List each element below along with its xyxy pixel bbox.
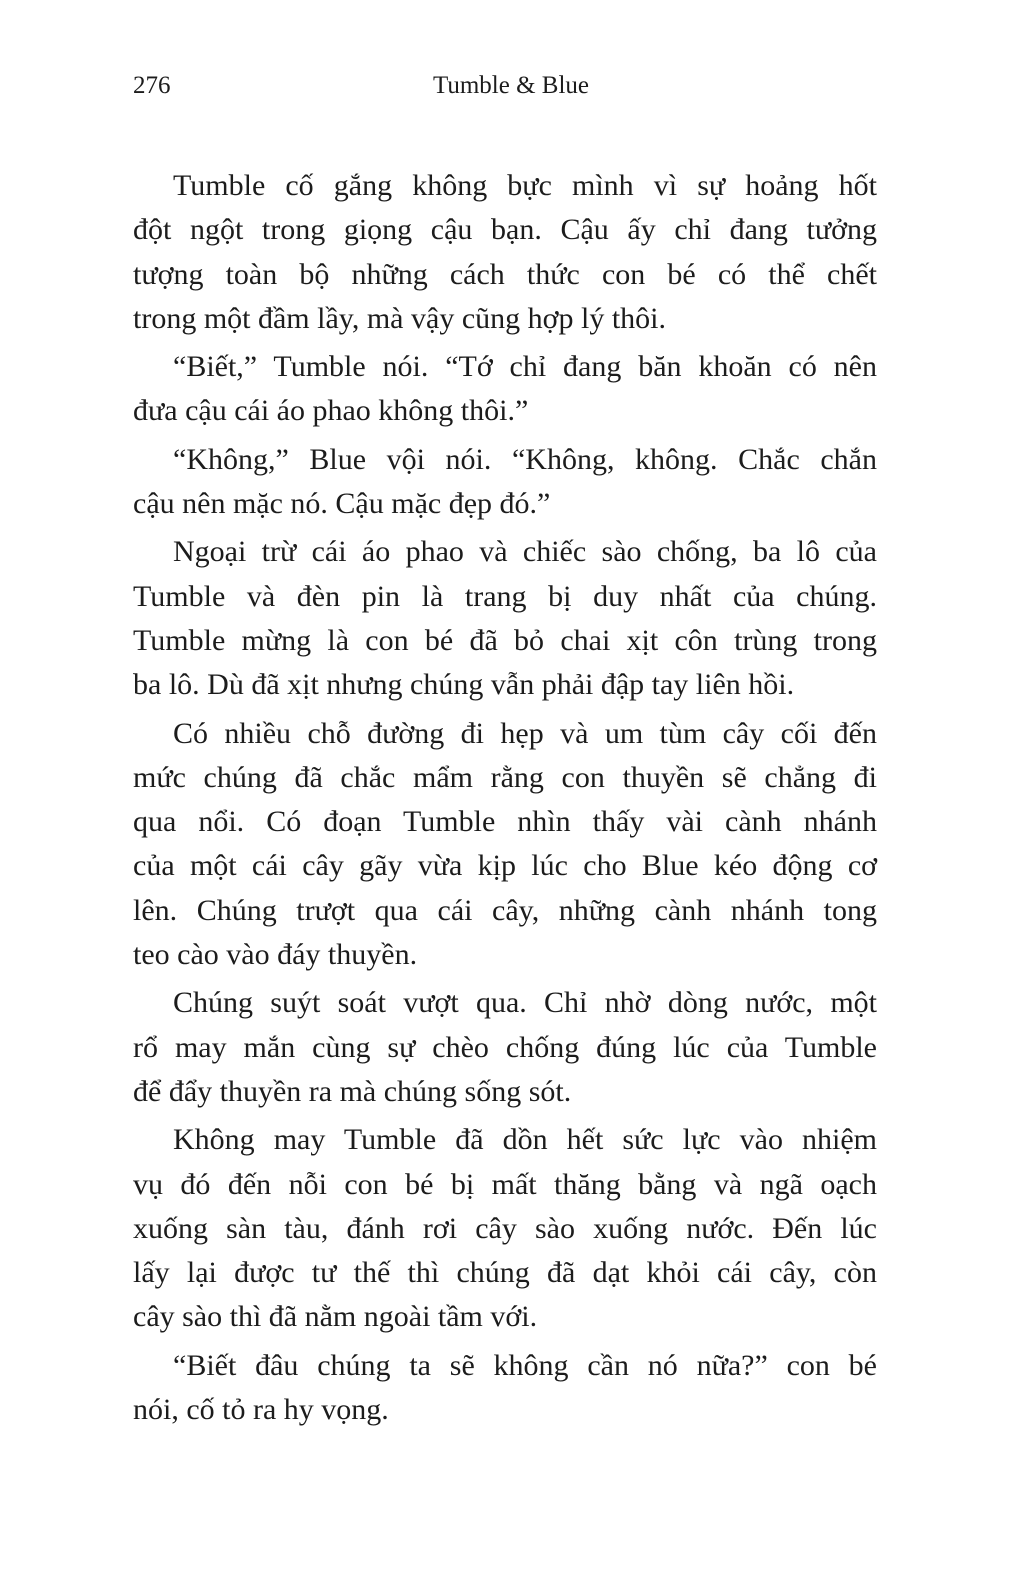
text-line: Tumble và đèn pin là trang bị duy nhất của chúng. — [133, 579, 877, 613]
text-line: xuống sàn tàu, đánh rơi cây sào xuống nước. Đến lúc — [133, 1211, 877, 1245]
text-line: “Biết đâu chúng ta sẽ không cần nó nữa?” con bé — [173, 1348, 877, 1382]
text-line: mức chúng đã chắc mẩm rằng con thuyền sẽ chẳng đi — [133, 760, 877, 794]
text-line: Chúng suýt soát vượt qua. Chỉ nhờ dòng nước, một — [173, 986, 877, 1020]
paragraph — [133, 1344, 877, 1433]
text-line: lấy lại được tư thế thì chúng đã dạt khỏi cái cây, còn — [133, 1256, 877, 1290]
text-line: cậu nên mặc nó. Cậu mặc đẹp đó.” — [133, 487, 551, 521]
text-line: nói, cố tỏ ra hy vọng. — [133, 1393, 389, 1427]
text-line: Tumble cố gắng không bực mình vì sự hoảng hốt — [173, 169, 877, 202]
text-line: Không may Tumble đã dồn hết sức lực vào nhiệm — [173, 1123, 877, 1157]
running-title: Tumble & Blue — [432, 72, 590, 99]
paragraph — [133, 981, 877, 1114]
paragraph — [133, 438, 877, 527]
body-text — [133, 164, 877, 1436]
text-line: “Biết,” Tumble nói. “Tớ chỉ đang băn khoăn có nên — [173, 350, 877, 384]
paragraph — [133, 1118, 877, 1339]
text-line: để đẩy thuyền ra mà chúng sống sót. — [133, 1074, 572, 1108]
text-line: đột ngột trong giọng cậu bạn. Cậu ấy chỉ đang tưởng — [133, 213, 877, 247]
text-line: rổ may mắn cùng sự chèo chống đúng lúc của Tumble — [133, 1030, 877, 1064]
text-line: Ngoại trừ cái áo phao và chiếc sào chống, ba lô của — [173, 535, 877, 569]
text-line: lên. Chúng trượt qua cái cây, những cành nhánh tong — [133, 893, 877, 927]
text-line: qua nổi. Có đoạn Tumble nhìn thấy vài cành nhánh — [133, 805, 877, 839]
text-line: ba lô. Dù đã xịt nhưng chúng vẫn phải đập tay liên hồi. — [133, 668, 795, 702]
paragraph — [133, 345, 877, 434]
text-line: trong một đầm lầy, mà vậy cũng hợp lý thôi. — [133, 301, 666, 335]
paragraph — [133, 530, 877, 707]
text-line: Tumble mừng là con bé đã bỏ chai xịt côn trùng trong — [133, 623, 877, 657]
paragraph — [133, 712, 877, 978]
text-line: của một cái cây gãy vừa kịp lúc cho Blue kéo động cơ — [133, 849, 877, 883]
text-line: teo cào vào đáy thuyền. — [133, 938, 418, 972]
page-header — [133, 72, 877, 108]
text-line: “Không,” Blue vội nói. “Không, không. Chắc chắn — [173, 442, 877, 476]
text-line: tượng toàn bộ những cách thức con bé có thể chết — [133, 257, 877, 291]
paragraph — [133, 164, 877, 341]
text-line: vụ đó đến nỗi con bé bị mất thăng bằng và ngã oạch — [133, 1167, 877, 1201]
text-line: đưa cậu cái áo phao không thôi.” — [133, 394, 529, 428]
page-number: 276 — [133, 72, 171, 99]
text-line: cây sào thì đã nằm ngoài tầm với. — [133, 1300, 538, 1334]
text-line: Có nhiều chỗ đường đi hẹp và um tùm cây cối đến — [173, 716, 877, 750]
